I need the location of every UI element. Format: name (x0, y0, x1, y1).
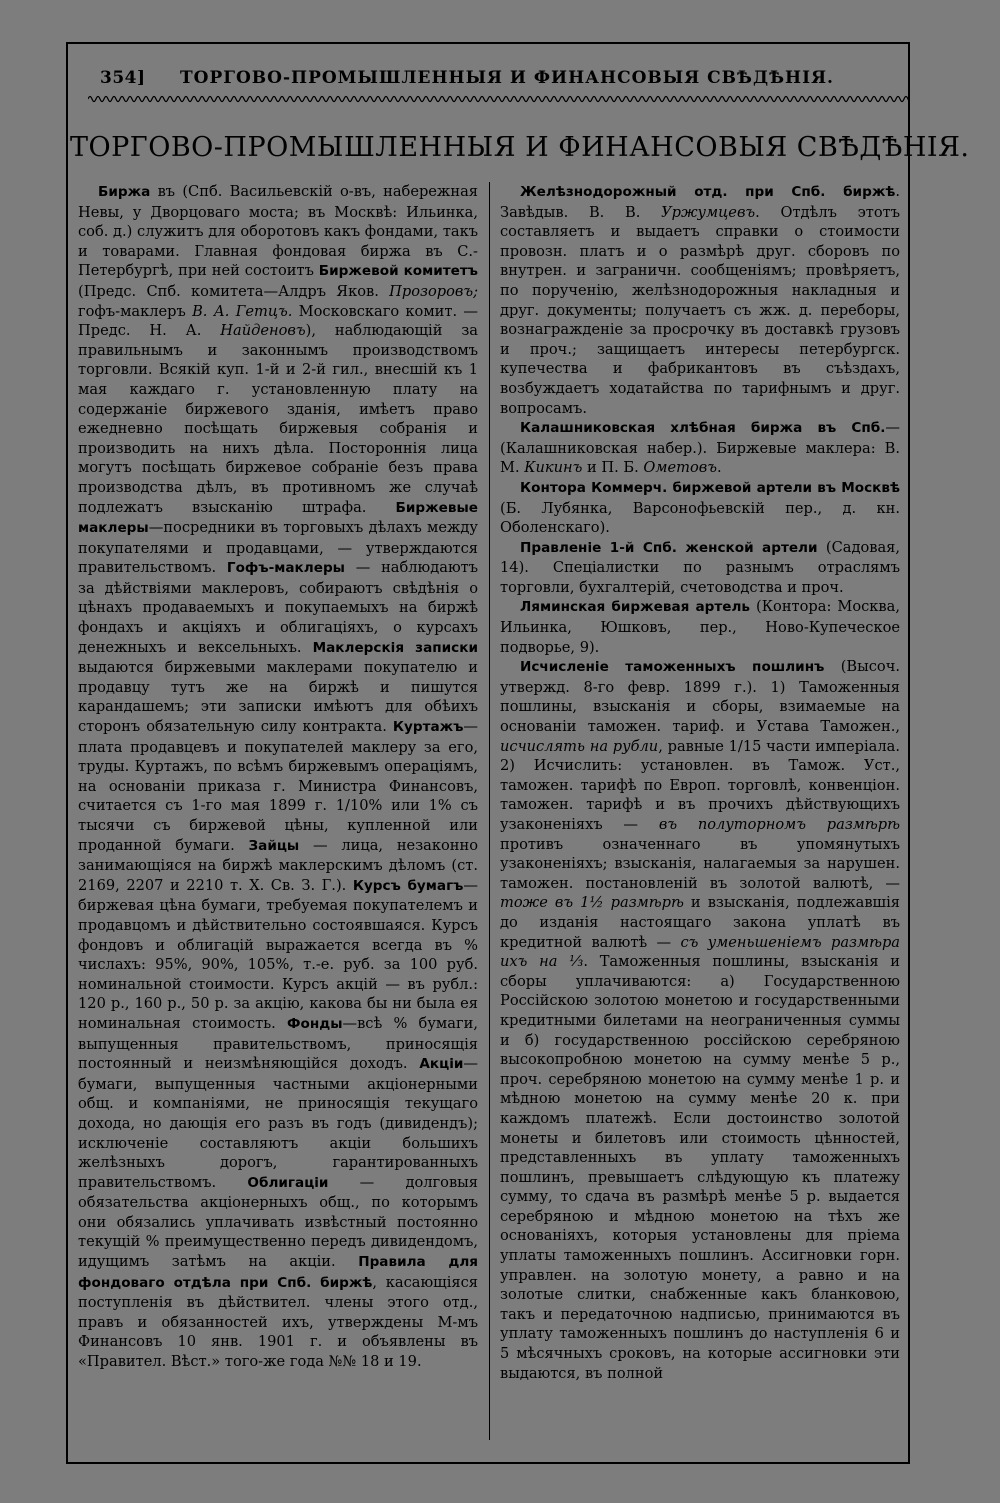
paragraph (78, 182, 478, 1372)
italic-name: исчислять на рубли (500, 737, 659, 755)
text-run: — лица, незаконно занимающіяся на биржѣ маклерскимъ дѣломъ (ст. 2169, 2207 и 2210 т. X. Св. З. Г.). (78, 836, 478, 894)
term-heading: Курсъ бумагъ (352, 877, 464, 894)
text-run: —плата продавцевъ и покупателей маклеру за его, труды. Куртажъ, по всѣмъ биржевымъ операціямъ, на основаніи приказа г. Министра Финансовъ, считается съ 1-го мая 1899 г. 1/10% или 1% съ тысячи съ биржевой цѣны, купленной или проданной бумаги. (78, 718, 478, 854)
text-run: ), наблюдающій за правильнымъ и законнымъ производствомъ торговли. Всякій куп. 1-й и 2-й гил., внесшій къ 1 мая каждаго г. установленную плату на содержаніе биржевого зданія, имѣетъ право ежедневно посѣщать биржевыя собранія и производить на нихъ дѣла. Постороннія лица могутъ посѣщать биржевое собраніе безъ права производства дѣлъ, въ противномъ же случаѣ подлежатъ взысканію штрафа. (78, 322, 478, 516)
text-run: (Б. Лубянка, Варсонофьевскій пер., д. кн. Оболенскаго). (500, 499, 900, 537)
text-run: (Контора: Москва, Ильинка, Юшковъ, пер., Ново-Купеческое подворье, 9). (500, 598, 900, 656)
text-run: — долговыя обязательства акціонерныхъ общ., по которымъ они обязались уплачивать извѣстный постоянно текущій % преимущественно передъ дивидендомъ, идущимъ затѣмъ на акціи. (78, 1173, 478, 1271)
italic-name: В. А. Гетцъ. (192, 302, 293, 320)
term-heading: Желѣзнодорожный отд. при Спб. биржѣ (520, 184, 896, 200)
paragraph (500, 182, 900, 418)
paragraph (500, 538, 900, 598)
paragraph (500, 418, 900, 478)
term-heading: Гофъ-маклеры (226, 560, 345, 577)
term-heading: Облигаціи (247, 1174, 329, 1191)
text-run: —(Калашниковская набер.). Биржевые маклера: В. М. (500, 419, 900, 477)
text-run: —биржевая цѣна бумаги, требуемая покупателемъ и продавцомъ и дѣйствительно состоявшаяся. Курсъ фондовъ и облигацій выражается всегда въ % числахъ: 95%, 90%, 105%, т.-е. руб. за 100 руб. номинальной стоимости. Курсъ акцій — въ рубл.: 120 р., 160 р., 50 р. за акцію, какова бы ни была ея номинальная стоимость. (78, 876, 478, 1032)
term-heading: Фонды (287, 1015, 343, 1032)
text-run: гофъ-маклеръ (78, 302, 193, 320)
italic-name: Ометовъ (643, 459, 717, 477)
italic-name: съ уменьшеніемъ размѣра ихъ на ⅓ (500, 933, 900, 971)
term-heading: Биржевые маклеры (78, 499, 478, 537)
term-heading: Зайцы (248, 837, 300, 854)
text-run: — наблюдаютъ за дѣйствіями маклеровъ, собираютъ свѣдѣнія о цѣнахъ продаваемыхъ и покупаемыхъ на биржѣ фондахъ и акціяхъ и облигаціяхъ, о курсахъ денежныхъ и вексельныхъ. (78, 559, 478, 656)
text-run: , равные 1/15 части имперіала. 2) Исчислить: установлен. въ Тамож. Уст., таможен. тарифѣ по Европ. торговлѣ, конвенціон. таможен. тарифѣ и въ прочихъ дѣйствующихъ узаконеніяхъ — (500, 737, 900, 833)
term-heading: Калашниковская хлѣбная биржа въ Спб. (520, 420, 886, 437)
paragraph (500, 478, 900, 538)
term-heading: Акціи (419, 1056, 464, 1073)
column-divider (489, 182, 490, 1440)
text-run: (Садовая, 14). Спеціалистки по разнымъ отраслямъ торговли, бухгалтерій, счетоводства и проч. (500, 538, 900, 596)
running-title: ТОРГОВО-ПРОМЫШЛЕННЫЯ И ФИНАНСОВЫЯ СВѢДѢНІЯ. (180, 68, 834, 88)
text-run: въ (Спб. Васильевскій о-въ, набережная Невы, у Дворцоваго моста; въ Москвѣ: Ильинка, соб. д.) служитъ для оборотовъ какъ фондами, такъ и товарами. Главная фондовая биржа въ С.-Петербургѣ, при ней состоитъ (78, 183, 478, 280)
italic-name: Прозоровъ; (389, 282, 478, 300)
page-title: ТОРГОВО-ПРОМЫШЛЕННЫЯ И ФИНАНСОВЫЯ СВѢДѢНІЯ. (70, 132, 970, 163)
right-column (500, 182, 900, 1452)
italic-name: въ полуторномъ размѣрѣ (658, 816, 900, 833)
term-heading: Маклерскія записки (312, 639, 478, 656)
text-run: . Завѣдыв. В. В. (500, 183, 900, 221)
text-run: и взысканія, подлежавшія до изданія настоящаго закона уплатѣ въ кредитной валютѣ — (500, 894, 900, 951)
text-run: . (716, 459, 722, 477)
term-heading: Контора Коммерч. биржевой артели въ Москвѣ (520, 479, 900, 496)
paragraph (500, 597, 900, 657)
text-run: —бумаги, выпущенныя частными акціонерными общ. и компаніями, не приносящія текущаго дохода, но дающія его разъ въ годъ (дивидендъ); исключеніе составляютъ акціи большихъ желѣзныхъ дорогъ, гарантированныхъ правительствомъ. (78, 1055, 478, 1191)
term-heading: Биржевой комитетъ (318, 263, 478, 280)
text-run: противъ означеннаго въ упомянутыхъ узаконеніяхъ; взысканія, налагаемыя за нарушен. таможен. постановленій въ золотой валютѣ, — (500, 835, 900, 892)
left-column (78, 182, 478, 1452)
italic-name: Уржумцевъ (661, 203, 756, 221)
text-run: . Отдѣлъ этотъ составляетъ и выдаетъ справки о стоимости провозн. платъ и о размѣрѣ друг. сборовъ по внутрен. и заграничн. сообщеніямъ; провѣряетъ, по порученію, желѣзнодорожныя накладныя и друг. документы; получаетъ съ жж. д. переборы, вознагражденіе за просрочку въ доставкѣ грузовъ и проч.; защищаетъ интересы петербургск. купечества и фабрикантовъ въ съѣздахъ, возбуждаетъ ходатайства по тарифнымъ и друг. вопросамъ. (500, 203, 900, 417)
italic-name: тоже въ 1½ размѣрѣ (500, 894, 684, 912)
text-run: —посредники въ торговыхъ дѣлахъ между покупателями и продавцами, — утверждаются правительствомъ. (78, 519, 478, 577)
term-heading: Исчисленіе таможенныхъ пошлинъ (520, 659, 825, 676)
text-run: , касающіяся поступленія въ дѣйствител. члены этого отд., правъ и обязанностей ихъ, утверждены М-мъ Финансовъ 10 янв. 1901 г. и объявлены въ «Правител. Вѣст.» того-же года №№ 18 и 19. (78, 1273, 478, 1371)
term-heading: Правила для фондоваго отдѣла при Спб. биржѣ (78, 1254, 478, 1291)
paragraph (500, 657, 900, 1383)
text-run: (Предс. Спб. комитета—Алдръ Яков. (78, 282, 390, 300)
wavy-rule (88, 92, 908, 106)
italic-name: Кикинъ (524, 459, 583, 477)
term-heading: Ляминская биржевая артель (520, 599, 751, 616)
text-run: выдаются биржевыми маклерами покупателю и продавцу тутъ же на биржѣ и пишутся карандашемъ; эти записки имѣютъ для обѣихъ сторонъ обязательную силу контракта. (78, 659, 478, 736)
term-heading: Правленіе 1-й Спб. женской артели (520, 539, 818, 556)
term-heading: Биржа (98, 184, 151, 200)
text-run: и П. Б. (582, 459, 644, 477)
text-run: . Таможенныя пошлины, взысканія и сборы уплачиваются: а) Государственною Россійскою золотою монетою и государственными кредитными билетами на неограниченныя суммы и б) государственною россійскою серебряною высокопробною монетою на сумму менѣе 5 р., проч. серебряною монетою на сумму менѣе 1 р. и мѣдною монетою на сумму менѣе 20 к. при каждомъ платежѣ. Если достоинство золотой монеты и билетовъ или стоимость цѣнностей, представленныхъ въ уплату таможенныхъ пошлинъ, превышаетъ слѣдующую къ платежу сумму, то сдача въ размѣрѣ менѣе 5 р. выдается серебряною и мѣдною монетою на тѣхъ же основаніяхъ, которыя установлены для пріема уплаты таможенныхъ пошлинъ. Ассигновки горн. управлен. на золотую монету, а равно и на золотые слитки, снабженные какъ бланковою, такъ и передаточною надписью, принимаются въ уплату таможенныхъ пошлинъ до наступленія 6 и 5 мѣсячныхъ сроковъ, на которые ассигновки эти выдаются, въ полной (500, 953, 900, 1382)
text-run: (Высоч. утвержд. 8-го февр. 1899 г.). 1) Таможенныя пошлины, взысканія и сборы, взимаемые на основаніи таможен. тариф. и Устава Таможен., (500, 658, 900, 736)
running-header (100, 60, 900, 96)
term-heading: Куртажъ (392, 719, 464, 736)
italic-name: Найденовъ (220, 322, 306, 340)
page-number: 354] (100, 68, 146, 88)
text-run: Московскаго комит. — Предс. Н. А. (78, 302, 478, 340)
text-run: —всѣ % бумаги, выпущенныя правительствомъ, приносящія постоянный и неизмѣняющійся доходъ. (78, 1014, 478, 1073)
